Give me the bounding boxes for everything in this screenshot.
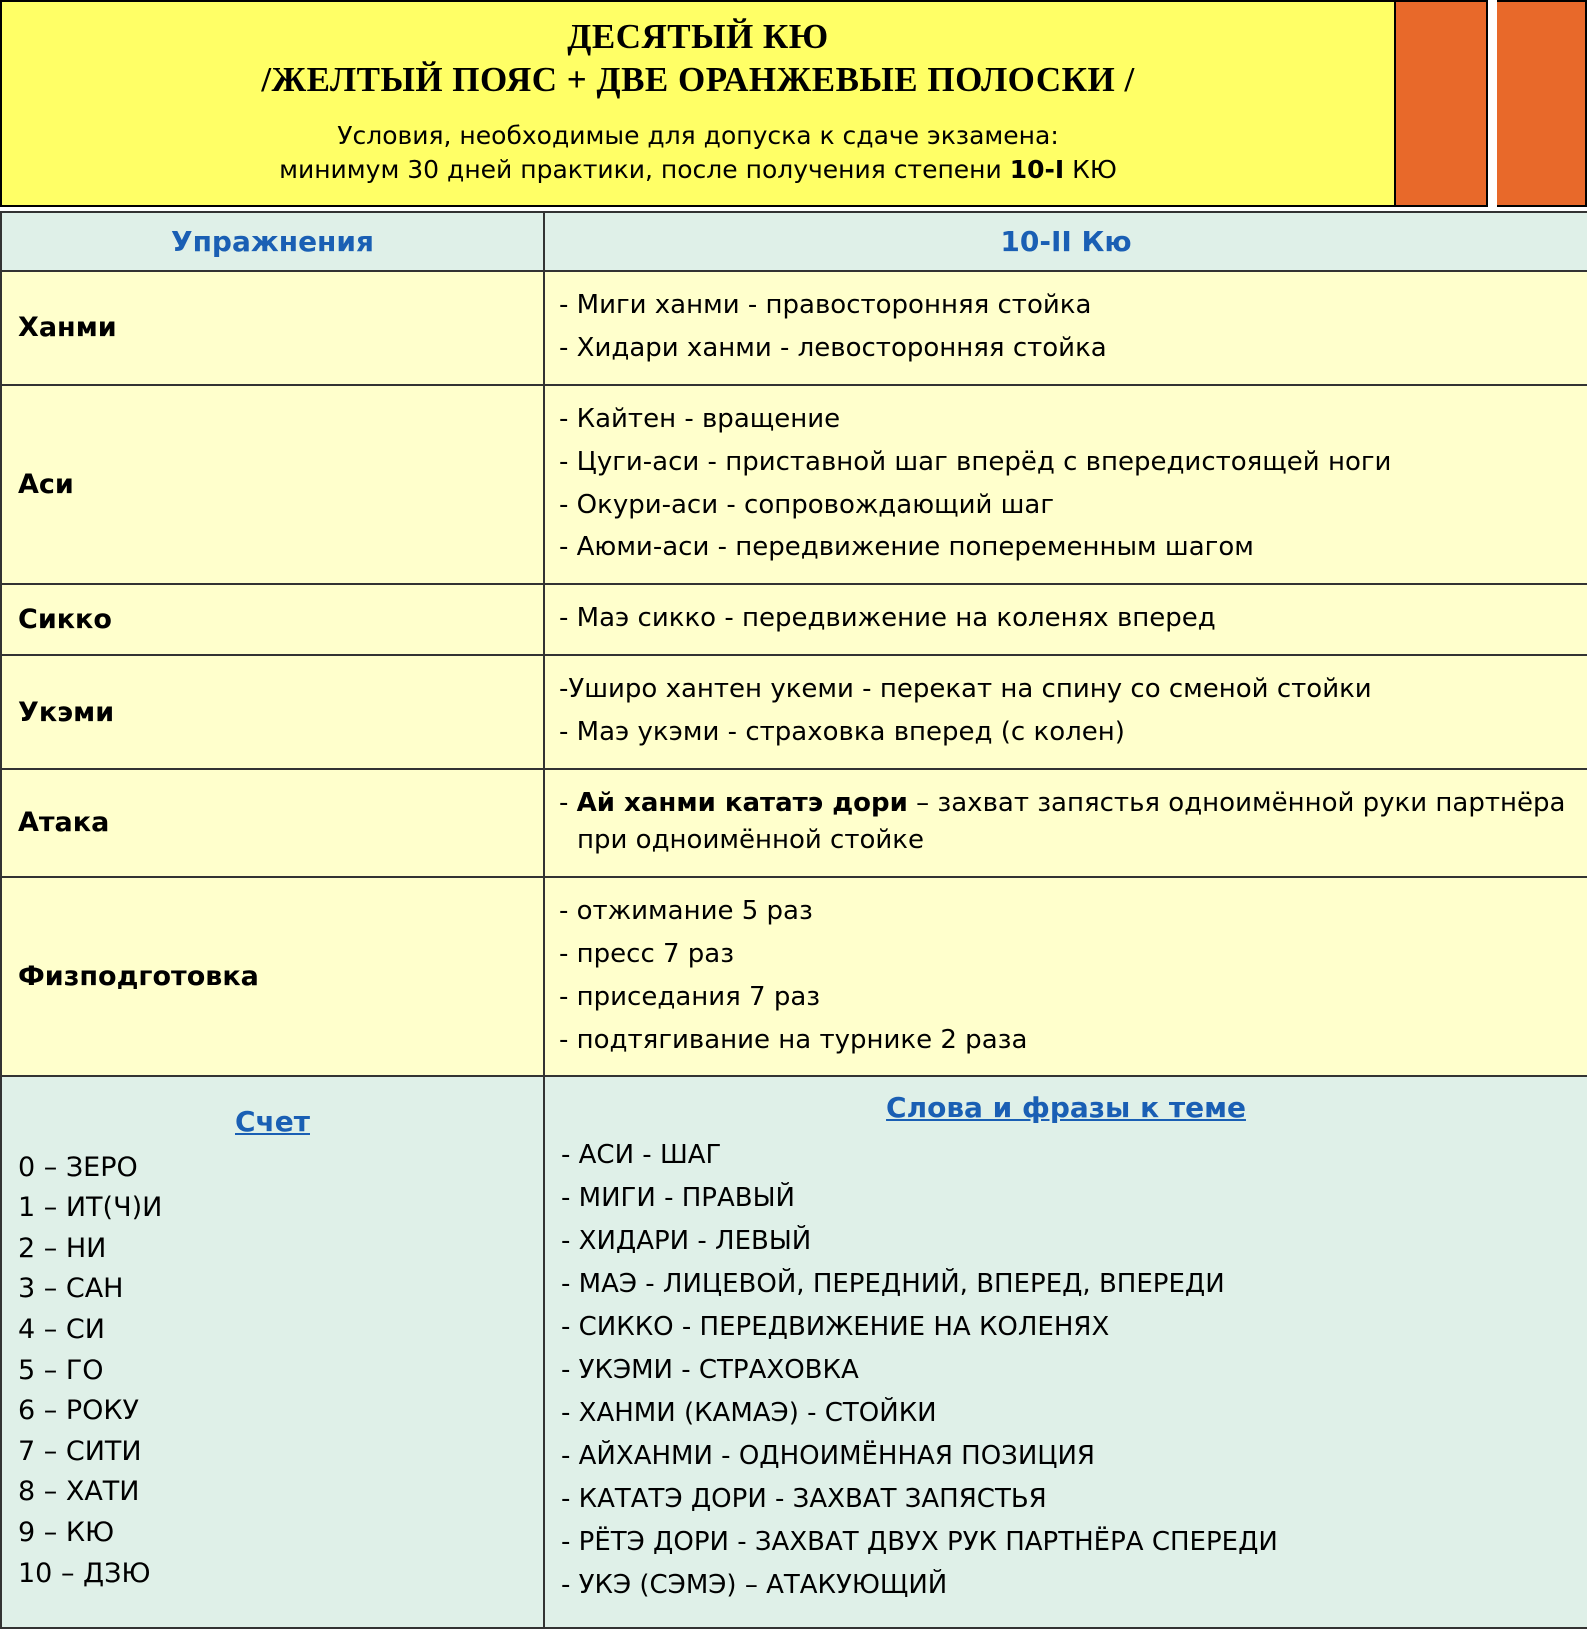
list-item: - подтягивание на турнике 2 раза bbox=[559, 1024, 1028, 1055]
count-section bbox=[1, 1076, 544, 1628]
list-item: 7 – СИТИ bbox=[18, 1435, 142, 1467]
header-title-line2: /ЖЕЛТЫЙ ПОЯС + ДВЕ ОРАНЖЕВЫЕ ПОЛОСКИ / bbox=[261, 59, 1135, 99]
technique-description: – захват запястья одноимённой руки партнёра при одноимённой стойке bbox=[577, 788, 1566, 855]
count-heading: Счет bbox=[235, 1104, 310, 1138]
list-item: - Миги ханми - правосторонняя стойка bbox=[559, 289, 1092, 320]
row-content-hanmi bbox=[544, 271, 1587, 385]
list-item: - Маэ укэми - страховка вперед (с колен) bbox=[559, 717, 1125, 748]
list-item: 2 – НИ bbox=[18, 1232, 107, 1264]
list-item: - МАЭ - ЛИЦЕВОЙ, ПЕРЕДНИЙ, ВПЕРЕД, ВПЕРЕДИ bbox=[561, 1269, 1225, 1300]
column-header-exercises: Упражнения bbox=[1, 212, 544, 271]
list-item: 3 – САН bbox=[18, 1273, 124, 1305]
table-row bbox=[1, 271, 1587, 385]
header-subtitle-line1: Условия, необходимые для допуска к сдаче экзамена: bbox=[337, 121, 1059, 151]
row-label-hanmi: Ханми bbox=[1, 271, 544, 385]
row-content-sikko bbox=[544, 584, 1587, 655]
list-item: - ХАНМИ (КАМАЭ) - СТОЙКИ bbox=[561, 1398, 937, 1429]
list-item: - АСИ - ШАГ bbox=[561, 1140, 722, 1171]
row-label-sikko: Сикко bbox=[1, 584, 544, 655]
list-item: - отжимание 5 раз bbox=[559, 895, 813, 926]
technique-name: Ай ханми кататэ дори bbox=[576, 788, 908, 819]
list-item bbox=[559, 782, 1573, 862]
row-label-ataka: Атака bbox=[1, 769, 544, 877]
bottom-section-row bbox=[1, 1076, 1587, 1628]
header-subtitle bbox=[20, 119, 1376, 187]
list-item: - Цуги-аси - приставной шаг вперёд с впередистоящей ноги bbox=[559, 446, 1392, 477]
table-row bbox=[1, 385, 1587, 585]
stripe-gap bbox=[1488, 0, 1497, 207]
table-row bbox=[1, 584, 1587, 655]
header-subtitle-rank: 10-I bbox=[1009, 155, 1065, 185]
list-item: - АЙХАНМИ - ОДНОИМЁННАЯ ПОЗИЦИЯ bbox=[561, 1441, 1095, 1472]
row-content-fizpodgotovka bbox=[544, 877, 1587, 1077]
phrases-list bbox=[561, 1134, 1571, 1607]
orange-stripe-2 bbox=[1497, 0, 1587, 207]
table-header-row bbox=[1, 212, 1587, 271]
list-item: 5 – ГО bbox=[18, 1354, 104, 1386]
table-row bbox=[1, 769, 1587, 877]
list-item: - УКЭ (СЭМЭ) – АТАКУЮЩИЙ bbox=[561, 1570, 948, 1601]
list-item: 0 – ЗЕРО bbox=[18, 1151, 138, 1183]
list-item: - КАТАТЭ ДОРИ - ЗАХВАТ ЗАПЯСТЬЯ bbox=[561, 1484, 1047, 1515]
list-item: - ХИДАРИ - ЛЕВЫЙ bbox=[561, 1226, 812, 1257]
header-subtitle-line2 bbox=[20, 153, 1376, 187]
count-list bbox=[18, 1148, 527, 1595]
list-item: - УКЭМИ - СТРАХОВКА bbox=[561, 1355, 859, 1386]
row-content-ataka bbox=[544, 769, 1587, 877]
list-item: 10 – ДЗЮ bbox=[18, 1557, 151, 1589]
list-item: - Окури-аси - сопровождающий шаг bbox=[559, 489, 1055, 520]
orange-stripe-1 bbox=[1396, 0, 1488, 207]
list-item: - Маэ сикко - передвижение на коленях вперед bbox=[559, 603, 1216, 634]
header-subtitle-post: КЮ bbox=[1064, 155, 1117, 185]
column-header-rank: 10-II Кю bbox=[544, 212, 1587, 271]
list-item: -Уширо хантен укеми - перекат на спину со сменой стойки bbox=[559, 674, 1372, 705]
list-item: 8 – ХАТИ bbox=[18, 1476, 140, 1508]
list-item: - РЁТЭ ДОРИ - ЗАХВАТ ДВУХ РУК ПАРТНЁРА СПЕРЕДИ bbox=[561, 1527, 1278, 1558]
table-row bbox=[1, 877, 1587, 1077]
row-label-fizpodgotovka: Физподготовка bbox=[1, 877, 544, 1077]
requirements-table bbox=[0, 211, 1587, 1630]
dash: - bbox=[559, 788, 577, 819]
list-item: - МИГИ - ПРАВЫЙ bbox=[561, 1183, 795, 1214]
list-item: - пресс 7 раз bbox=[559, 938, 735, 969]
row-label-asi: Аси bbox=[1, 385, 544, 585]
list-item: - СИККО - ПЕРЕДВИЖЕНИЕ НА КОЛЕНЯХ bbox=[561, 1312, 1110, 1343]
phrases-heading: Слова и фразы к теме bbox=[886, 1091, 1246, 1125]
row-content-asi bbox=[544, 385, 1587, 585]
list-item: 4 – СИ bbox=[18, 1314, 105, 1346]
header-band bbox=[0, 0, 1587, 207]
header-title-line1: ДЕСЯТЫЙ КЮ bbox=[567, 17, 829, 56]
header-title-block bbox=[0, 0, 1396, 207]
list-item: 9 – КЮ bbox=[18, 1517, 115, 1549]
list-item: - приседания 7 раз bbox=[559, 981, 821, 1012]
list-item: - Кайтен - вращение bbox=[559, 403, 841, 434]
row-content-ukemi bbox=[544, 655, 1587, 769]
list-item: - Хидари ханми - левосторонняя стойка bbox=[559, 332, 1107, 363]
list-item: 6 – РОКУ bbox=[18, 1395, 139, 1427]
row-label-ukemi: Укэми bbox=[1, 655, 544, 769]
header-subtitle-pre: минимум 30 дней практики, после получения степени bbox=[279, 155, 1010, 185]
phrases-section bbox=[544, 1076, 1587, 1628]
header-title bbox=[20, 16, 1376, 101]
list-item: - Аюми-аси - передвижение попеременным шагом bbox=[559, 532, 1254, 563]
table-row bbox=[1, 655, 1587, 769]
list-item: 1 – ИТ(Ч)И bbox=[18, 1192, 163, 1224]
